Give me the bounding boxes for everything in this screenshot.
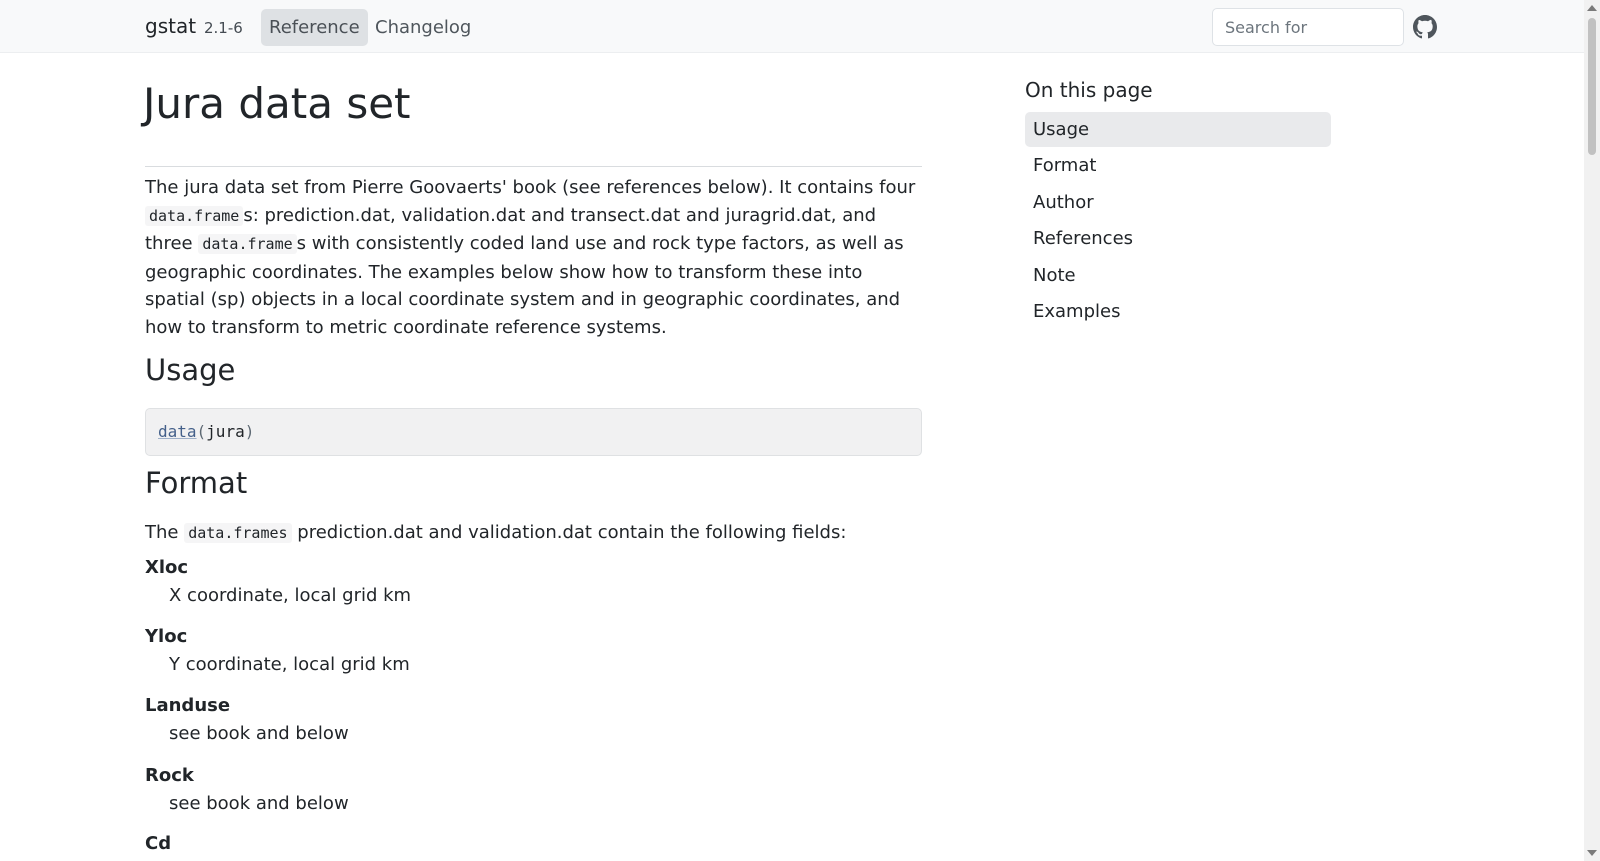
intro-text-1: The jura data set from Pierre Goovaerts' book (see references below). It contains four <box>145 177 916 198</box>
version-label: 2.1-6 <box>204 19 243 37</box>
top-navbar <box>0 0 1584 53</box>
code-argument: jura <box>206 422 245 441</box>
code-close-paren: ) <box>244 422 255 441</box>
inline-code: data.frame <box>145 206 243 226</box>
usage-code-block[interactable] <box>145 408 922 456</box>
on-this-page-nav <box>1025 78 1332 322</box>
inline-code: data.frame <box>198 234 296 254</box>
field-description: Y coordinate, local grid km <box>169 654 410 675</box>
toc-item-note[interactable]: Note <box>1033 265 1076 286</box>
field-term: Landuse <box>145 695 231 716</box>
field-term: Xloc <box>145 557 189 578</box>
data-function-link[interactable]: data <box>158 422 197 441</box>
format-intro-text-2: prediction.dat and validation.dat contain the following fields: <box>291 522 847 543</box>
code-open-paren: ( <box>196 422 207 441</box>
toc-title: On this page <box>1025 78 1153 102</box>
format-heading: Format <box>145 466 248 500</box>
title-divider <box>145 166 922 167</box>
scrollbar-thumb[interactable] <box>1588 18 1596 155</box>
field-item <box>145 765 922 817</box>
toc-item-author[interactable]: Author <box>1033 192 1094 213</box>
toc-item-examples[interactable]: Examples <box>1033 301 1121 322</box>
field-term: Cd <box>145 833 172 854</box>
field-item <box>145 626 922 678</box>
github-icon[interactable] <box>1413 15 1437 39</box>
toc-item-usage[interactable]: Usage <box>1025 112 1331 147</box>
field-item <box>145 833 922 859</box>
search-input[interactable] <box>1212 8 1404 46</box>
toc-item-references[interactable]: References <box>1033 228 1134 249</box>
field-description: see book and below <box>169 793 349 814</box>
inline-code: data.frames <box>184 523 291 543</box>
intro-text-3: s with consistently coded land use and rock type factors, as well as geographic coordinates. The examples below show how to transform these into spatial (sp) objects in a local coordinate system and in geographic coordinates, and how to transform to metric coordinate reference systems. <box>145 233 904 338</box>
field-item <box>145 695 922 747</box>
nav-changelog-link[interactable]: Changelog <box>375 17 472 38</box>
scroll-up-arrow-icon[interactable] <box>1587 5 1597 11</box>
field-description: X coordinate, local grid km <box>169 585 412 606</box>
intro-text-2: s: prediction.dat, validation.dat and transect.dat and juragrid.dat, and three <box>145 204 877 254</box>
field-term: Yloc <box>145 626 188 647</box>
nav-reference-link[interactable]: Reference <box>261 9 368 46</box>
format-intro <box>145 522 846 543</box>
intro-paragraph <box>145 174 922 341</box>
toc-item-format[interactable]: Format <box>1033 155 1097 176</box>
site-brand[interactable]: gstat <box>145 14 197 38</box>
page-title: Jura data set <box>143 79 411 128</box>
scroll-down-arrow-icon[interactable] <box>1587 850 1597 856</box>
field-item <box>145 557 922 609</box>
usage-heading: Usage <box>145 353 236 387</box>
field-description: see book and below <box>169 723 349 744</box>
field-term: Rock <box>145 765 194 786</box>
format-intro-text-1: The <box>145 522 185 543</box>
